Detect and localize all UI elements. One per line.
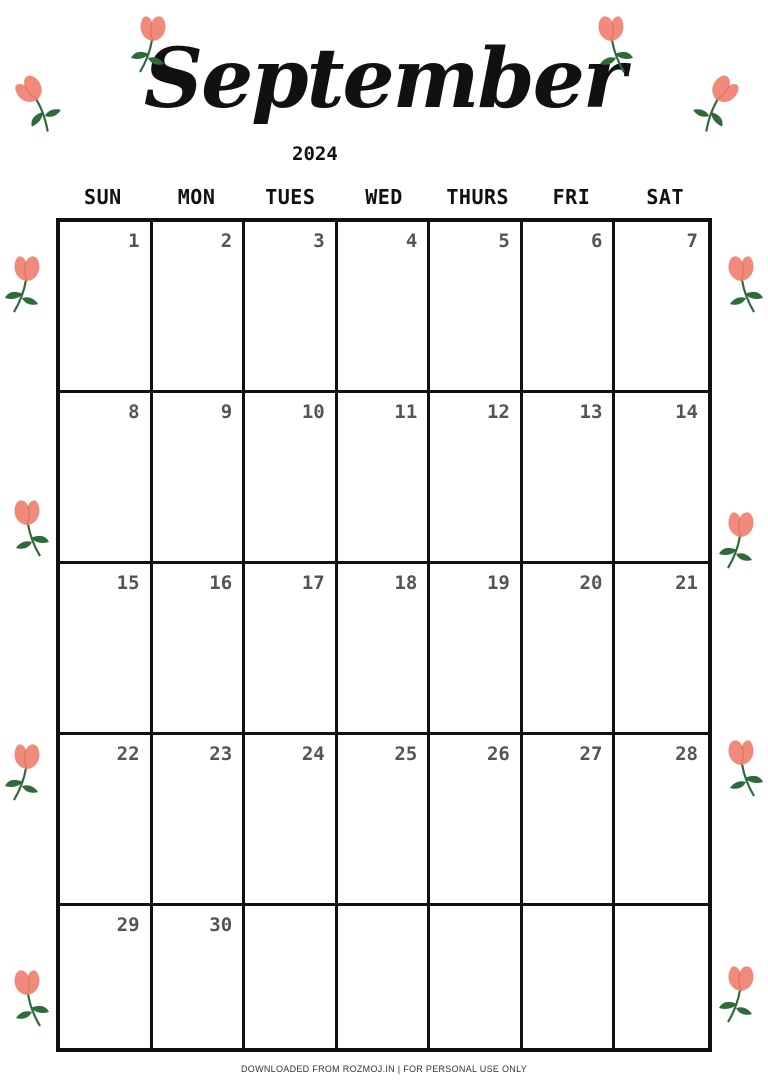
day-cell xyxy=(60,393,153,564)
day-number: 23 xyxy=(209,743,233,765)
day-number: 14 xyxy=(675,401,698,423)
weekday-wed: WED xyxy=(365,185,403,209)
day-cell xyxy=(430,906,523,1048)
day-cell xyxy=(615,735,708,906)
day-cell xyxy=(615,222,708,393)
day-number: 5 xyxy=(498,230,510,252)
month-title: September xyxy=(143,31,625,127)
weekday-mon: MON xyxy=(177,185,216,209)
weekday-sun: SUN xyxy=(84,185,122,209)
day-number: 10 xyxy=(301,401,325,423)
day-cell xyxy=(523,906,616,1048)
day-cell xyxy=(430,564,523,735)
day-cell xyxy=(523,393,616,564)
day-cell xyxy=(245,906,338,1048)
day-cell xyxy=(615,393,708,564)
day-cell xyxy=(153,906,246,1048)
day-number: 4 xyxy=(405,230,418,252)
tulip-icon xyxy=(718,252,764,314)
footer-note: DOWNLOADED FROM ROZMOJ.IN | FOR PERSONAL USE ONLY xyxy=(240,1064,528,1074)
weekday-tues: TUES xyxy=(265,185,316,209)
day-cell xyxy=(338,735,431,906)
weekday-header-row xyxy=(56,185,712,215)
day-number: 28 xyxy=(675,743,698,765)
day-cell xyxy=(523,222,616,393)
day-number: 22 xyxy=(116,743,140,765)
day-cell xyxy=(245,564,338,735)
day-cell xyxy=(153,564,246,735)
day-cell xyxy=(60,735,153,906)
day-cell xyxy=(338,393,431,564)
day-cell xyxy=(523,735,616,906)
day-cell xyxy=(245,222,338,393)
day-cell xyxy=(60,222,153,393)
weekday-sat: SAT xyxy=(646,185,684,209)
day-cell xyxy=(60,906,153,1048)
day-number: 18 xyxy=(394,572,418,594)
day-number: 25 xyxy=(394,743,418,765)
day-number: 13 xyxy=(579,401,603,423)
day-cell xyxy=(430,222,523,393)
tulip-icon xyxy=(718,736,764,798)
day-cell xyxy=(615,564,708,735)
weekday-thurs: THURS xyxy=(446,185,510,209)
day-number: 20 xyxy=(579,572,603,594)
tulip-icon xyxy=(718,508,764,570)
day-cell xyxy=(523,564,616,735)
tulip-icon xyxy=(4,252,50,314)
day-cell xyxy=(338,564,431,735)
day-number: 24 xyxy=(301,743,325,765)
day-number: 21 xyxy=(675,572,698,594)
day-number: 30 xyxy=(209,914,233,936)
day-number: 27 xyxy=(579,743,603,765)
day-number: 8 xyxy=(128,401,140,423)
tulip-icon xyxy=(588,12,634,74)
day-number: 16 xyxy=(209,572,233,594)
tulip-icon xyxy=(4,740,50,802)
day-cell xyxy=(153,222,246,393)
day-cell xyxy=(245,735,338,906)
calendar-grid xyxy=(56,218,712,1052)
day-number: 2 xyxy=(220,230,233,252)
weekday-fri: FRI xyxy=(552,185,591,209)
day-cell xyxy=(430,735,523,906)
day-cell xyxy=(338,222,431,393)
day-cell xyxy=(153,393,246,564)
tulip-icon xyxy=(718,962,764,1024)
day-cell xyxy=(153,735,246,906)
day-number: 17 xyxy=(301,572,325,594)
day-cell xyxy=(60,564,153,735)
day-cell xyxy=(245,393,338,564)
day-cell xyxy=(615,906,708,1048)
day-number: 11 xyxy=(394,401,418,423)
day-number: 3 xyxy=(313,230,325,252)
day-number: 12 xyxy=(486,401,510,423)
tulip-icon xyxy=(130,12,176,74)
day-number: 7 xyxy=(686,230,698,252)
day-number: 29 xyxy=(116,914,140,936)
day-number: 15 xyxy=(116,572,140,594)
day-cell xyxy=(430,393,523,564)
day-number: 9 xyxy=(220,401,233,423)
day-number: 26 xyxy=(486,743,510,765)
tulip-icon xyxy=(4,966,50,1028)
tulip-icon xyxy=(4,496,50,558)
day-number: 6 xyxy=(590,230,603,252)
day-number: 1 xyxy=(128,230,140,252)
day-number: 19 xyxy=(486,572,510,594)
day-cell xyxy=(338,906,431,1048)
year-label: 2024 xyxy=(292,143,338,165)
